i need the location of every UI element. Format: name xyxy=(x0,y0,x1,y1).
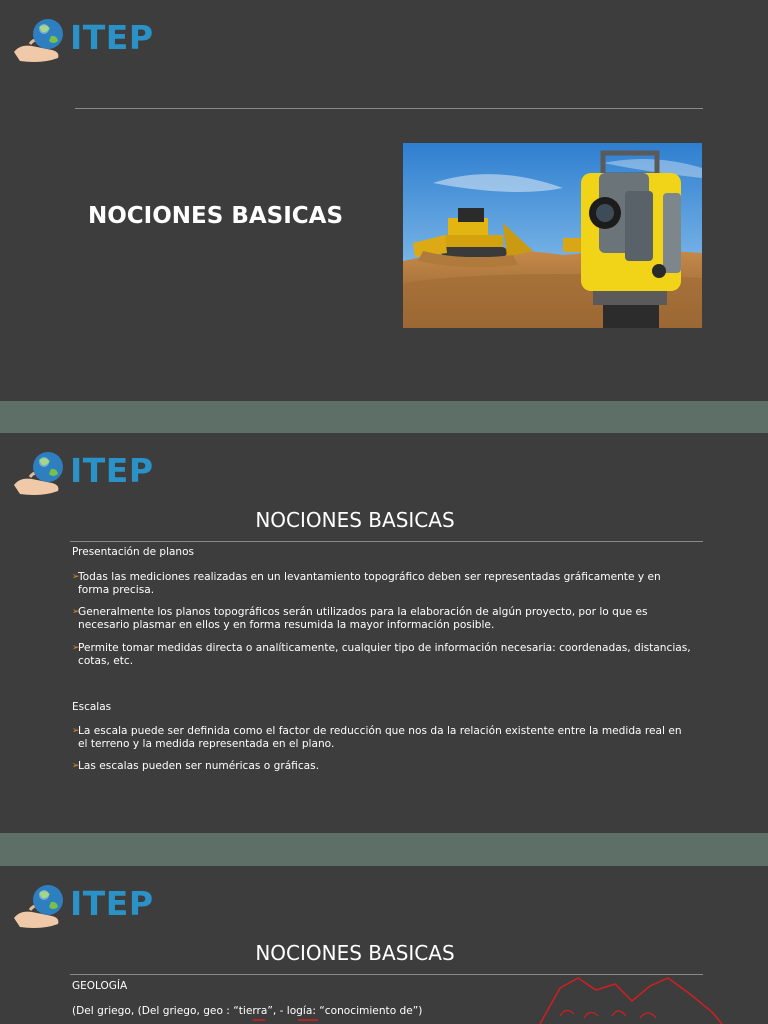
arrow-bullet-icon: ➢ xyxy=(72,761,80,771)
bullet-text: Las escalas pueden ser numéricas o gráficas. xyxy=(78,760,320,772)
logo-text: ITEP xyxy=(70,18,154,57)
arrow-bullet-icon: ➢ xyxy=(72,607,80,617)
section-heading-planos: Presentación de planos xyxy=(72,546,194,558)
handwritten-annotation xyxy=(0,866,768,1024)
etymology-line: (Del griego, (Del griego, geo : “tierra”, - logía: “conocimiento de”) xyxy=(72,1005,423,1017)
arrow-bullet-icon: ➢ xyxy=(72,726,80,736)
slide-1 xyxy=(0,0,768,401)
bullet-text: La escala puede ser definida como el factor de reducción que nos da la relación existente entre la medida real en el terreno y la medida representada en el plano. xyxy=(78,725,682,750)
bullet-item xyxy=(72,606,692,631)
slide-title: NOCIONES BASICAS xyxy=(88,203,344,229)
slide-title: NOCIONES BASICAS xyxy=(255,941,455,965)
itep-logo xyxy=(12,447,182,497)
arrow-bullet-icon: ➢ xyxy=(72,572,80,582)
bullet-item xyxy=(72,760,692,773)
bullet-item xyxy=(72,725,692,750)
header-divider xyxy=(75,108,703,109)
total-station-bulldozer-image xyxy=(403,143,702,328)
slide-title: NOCIONES BASICAS xyxy=(255,508,455,532)
bullet-text: Generalmente los planos topográficos serán utilizados para la elaboración de algún proyecto, por lo que es necesario plasmar en ellos y en forma resumida la mayor información posible. xyxy=(78,606,648,631)
logo-text: ITEP xyxy=(70,884,154,923)
survey-photo xyxy=(403,143,702,328)
logo-text: ITEP xyxy=(70,451,154,490)
itep-logo xyxy=(12,14,182,64)
bullet-text: Todas las mediciones realizadas en un levantamiento topográfico deben ser representadas gráficamente y en forma precisa. xyxy=(78,571,661,596)
title-divider xyxy=(70,541,703,542)
globe-hand-icon xyxy=(12,447,72,497)
slide-3 xyxy=(0,866,768,1024)
bullet-item xyxy=(72,642,692,667)
section-heading-escalas: Escalas xyxy=(72,701,112,713)
section-heading-geologia: GEOLOGÍA xyxy=(72,980,128,992)
slide-2 xyxy=(0,433,768,833)
globe-hand-icon xyxy=(12,14,72,64)
bullet-item xyxy=(72,571,692,596)
arrow-bullet-icon: ➢ xyxy=(72,643,80,653)
bullet-text: Permite tomar medidas directa o analíticamente, cualquier tipo de información necesaria: coordenadas, distancias, cotas, etc. xyxy=(78,642,691,667)
